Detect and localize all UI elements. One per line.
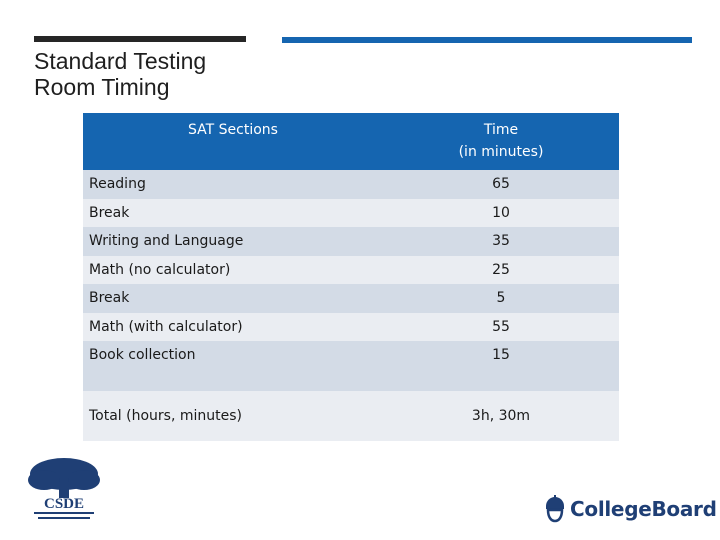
section-cell: Math (with calculator) <box>83 313 383 342</box>
csde-logo-text: CSDE <box>43 496 85 512</box>
section-cell: Math (no calculator) <box>83 256 383 285</box>
acorn-icon <box>544 495 566 523</box>
time-cell: 35 <box>383 227 619 256</box>
section-cell: Book collection <box>83 341 383 391</box>
table-row <box>83 341 619 391</box>
table-row <box>83 170 619 199</box>
total-time-cell: 3h, 30m <box>383 391 619 441</box>
tree-icon <box>28 458 100 498</box>
time-cell: 65 <box>383 170 619 199</box>
slide-title <box>34 48 334 100</box>
collegeboard-logo <box>544 492 717 526</box>
time-cell: 25 <box>383 256 619 285</box>
total-label-cell: Total (hours, minutes) <box>83 391 383 441</box>
header-sat-sections: SAT Sections <box>83 113 383 170</box>
header-time-line-1: Time <box>483 122 519 138</box>
header-time-line-2: (in minutes) <box>458 144 544 160</box>
header-time <box>383 113 619 170</box>
table-row <box>83 227 619 256</box>
timing-table <box>83 113 619 441</box>
table-row <box>83 256 619 285</box>
section-cell: Break <box>83 284 383 313</box>
section-cell: Break <box>83 199 383 228</box>
time-cell: 10 <box>383 199 619 228</box>
section-cell: Writing and Language <box>83 227 383 256</box>
section-cell: Reading <box>83 170 383 199</box>
time-cell: 5 <box>383 284 619 313</box>
time-cell: 55 <box>383 313 619 342</box>
slide-title-line-2: Room Timing <box>34 74 170 100</box>
csde-logo <box>24 456 104 524</box>
table-row <box>83 313 619 342</box>
title-rule-blue <box>282 37 692 43</box>
table-header-row <box>83 113 619 170</box>
collegeboard-logo-text: CollegeBoard <box>570 497 717 521</box>
title-rule-dark <box>34 36 246 42</box>
table-row <box>83 199 619 228</box>
table-row-total <box>83 391 619 441</box>
table-row <box>83 284 619 313</box>
time-cell: 15 <box>383 341 619 391</box>
slide-title-line-1: Standard Testing <box>34 48 207 74</box>
